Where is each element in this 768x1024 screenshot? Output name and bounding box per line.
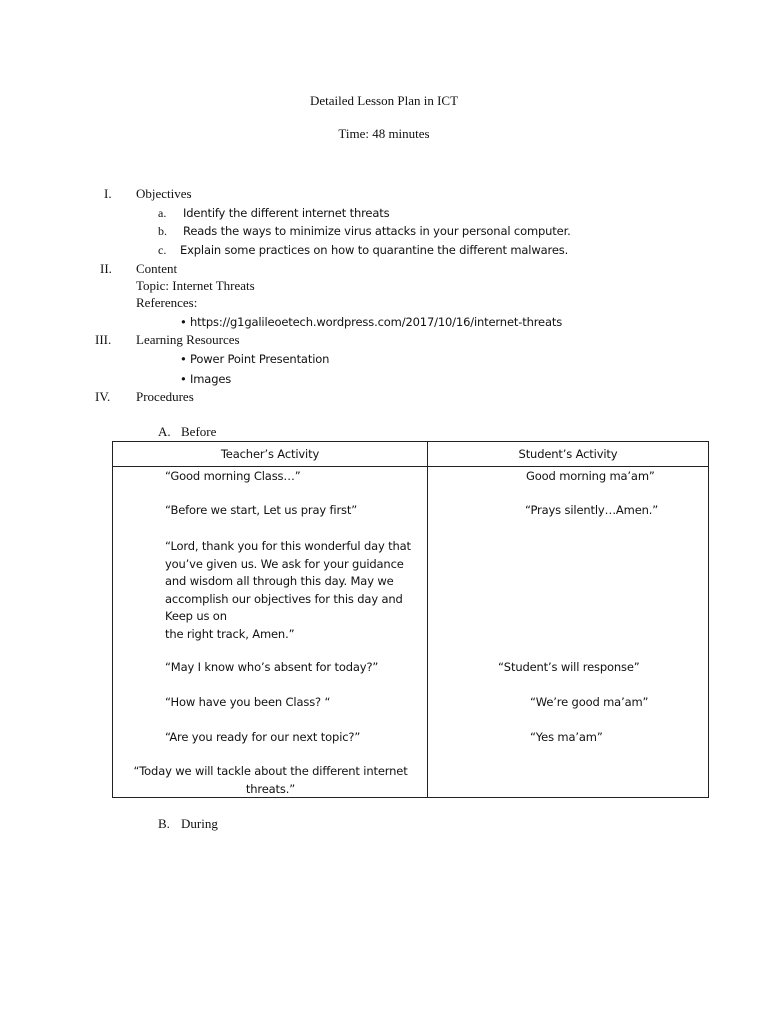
objective-item-a: Identify the different internet threats [183,206,390,220]
teacher-absent: “May I know who’s absent for today?” [165,660,379,674]
document-title: Detailed Lesson Plan in ICT [309,93,459,108]
table-header-row [113,442,709,467]
teacher-tackle-line: threats.” [245,781,296,796]
subsection-before-label: Before [181,424,217,439]
student-absent: “Student’s will response” [498,660,640,674]
teacher-pray: “Before we start, Let us pray first” [165,503,358,517]
objective-item-b: Reads the ways to minimize virus attacks in your personal computer. [183,224,571,238]
objective-marker-a: a. [158,206,167,220]
resources-heading: Learning Resources [136,332,240,347]
objectives-heading: Objectives [136,186,192,201]
prayer-line: and wisdom all through this day. May we [165,574,394,588]
bullet-icon: • [180,372,187,386]
time-allotment: Time: 48 minutes [338,126,430,141]
prayer-line: the right track, Amen.” [165,626,295,641]
student-ready: “Yes ma’am” [530,730,603,744]
activity-table [112,441,709,798]
objective-item-c: Explain some practices on how to quarantine the different malwares. [180,243,569,257]
section-numeral-content: II. [100,261,112,276]
table-row [113,467,709,798]
student-activity-header: Student’s Activity [428,442,709,467]
teacher-tackle-line: “Today we will tackle about the different internet [133,764,408,778]
student-activity-cell [428,467,709,798]
objective-marker-c: c. [158,243,167,257]
section-numeral-objectives: I. [104,186,112,201]
student-greeting: Good morning ma’am” [526,469,655,483]
teacher-activity-header: Teacher’s Activity [113,442,428,467]
prayer-line: accomplish our objectives for this day and [165,591,403,606]
objective-marker-b: b. [158,224,167,238]
reference-link[interactable]: https://g1galileoetech.wordpress.com/2017/10/16/internet-threats [190,315,563,329]
student-pray: “Prays silently…Amen.” [525,503,659,517]
bullet-icon: • [180,352,187,366]
subsection-marker-during: B. [158,816,170,831]
prayer-line: “Lord, thank you for this wonderful day that [165,539,411,553]
prayer-line: Keep us on [165,609,227,623]
resource-item-images: Images [190,372,232,386]
section-numeral-resources: III. [95,332,112,347]
subsection-during-label: During [181,816,218,831]
teacher-ready: “Are you ready for our next topic?” [165,730,361,744]
content-heading: Content [136,261,178,276]
references-label: References: [136,295,198,310]
subsection-marker-before: A. [158,424,171,439]
teacher-greeting: “Good morning Class…” [165,469,301,483]
procedures-heading: Procedures [136,389,194,404]
resource-item-powerpoint: Power Point Presentation [190,352,330,366]
section-numeral-procedures: IV. [95,389,111,404]
content-topic: Topic: Internet Threats [136,278,255,293]
teacher-how: “How have you been Class? “ [165,695,331,709]
prayer-line: you’ve given us. We ask for your guidance [165,556,404,571]
teacher-activity-cell [113,467,428,798]
bullet-icon: • [180,315,187,329]
student-how: “We’re good ma’am” [530,695,649,709]
